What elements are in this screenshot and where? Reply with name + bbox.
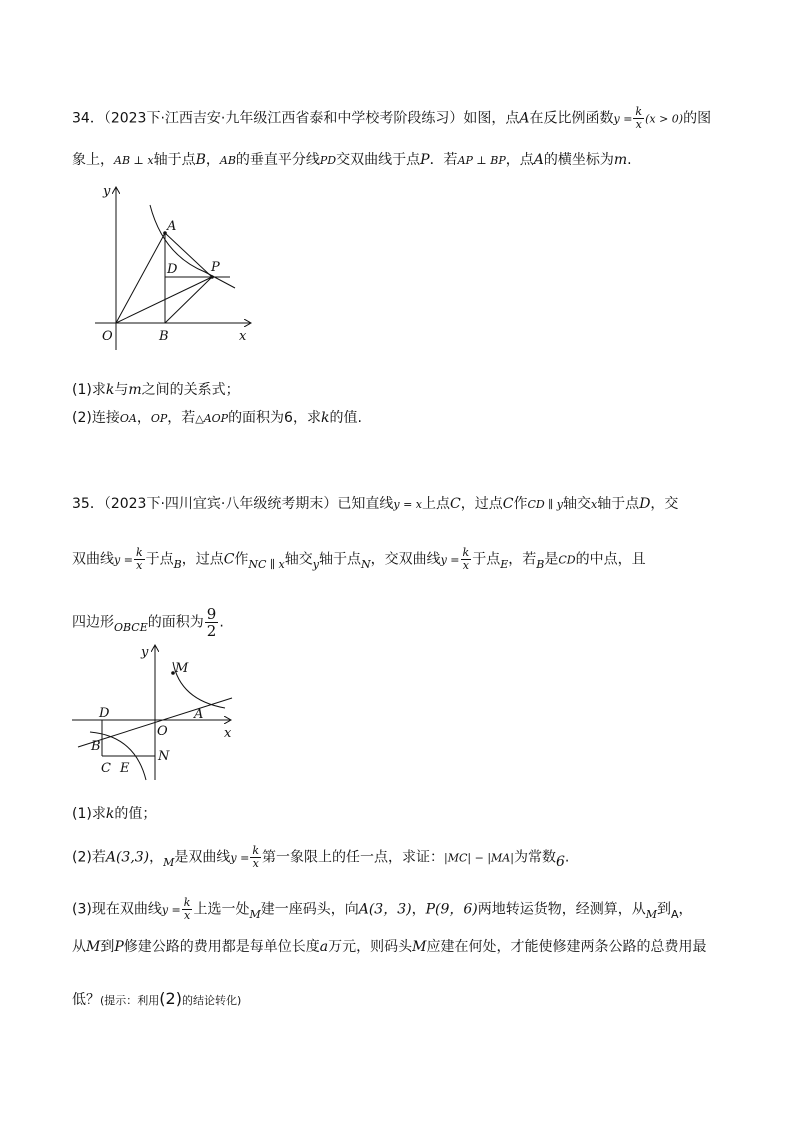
func-y: y = <box>613 112 633 126</box>
label-a: A <box>167 219 177 234</box>
hyperbola-curve <box>150 205 235 288</box>
var-m: m <box>613 152 628 168</box>
var-m: m <box>128 382 142 398</box>
point-p-coord: P(9，6) <box>425 901 478 918</box>
segment-ab: AB <box>219 154 236 167</box>
segment-bp <box>165 277 212 323</box>
q35-text: ， <box>149 849 164 866</box>
label-b: B <box>91 739 101 754</box>
fraction-k-over-x: $\frac{k}{x}$ <box>183 896 191 922</box>
q34-text: . <box>627 152 632 168</box>
segment-cd: CD <box>558 553 576 567</box>
q35-line-3 <box>72 606 224 639</box>
q34-text: ， <box>136 410 151 426</box>
q35-text: 从 <box>72 939 86 955</box>
q35-text: (1)求 <box>72 806 106 822</box>
q35-text: ，交双曲线 <box>370 551 441 568</box>
triangle-aop: △AOP <box>195 412 229 425</box>
q35-text: 于点 <box>472 551 501 568</box>
q35-text: ， <box>678 901 693 918</box>
q35-text: 是 <box>544 551 559 568</box>
point-m: M <box>249 907 261 921</box>
q35-text: 为常数 <box>513 849 556 866</box>
point-d: D <box>639 496 651 512</box>
q35-line-1 <box>72 494 678 515</box>
label-o: O <box>102 329 113 344</box>
q35-text: 轴于点 <box>318 551 361 568</box>
q35-text: 万元，则码头 <box>328 939 413 955</box>
point-b: B <box>195 152 206 168</box>
point-e: E <box>500 557 509 571</box>
cd-parallel-y: CD ∥ y <box>527 498 563 511</box>
q34-text: 的横坐标为 <box>543 152 614 168</box>
point-p: P <box>114 939 124 955</box>
abs-expression: |MC| − |MA| <box>444 851 514 865</box>
q34-text: (2)连接 <box>72 410 120 426</box>
q35-text: ，过点 <box>460 496 503 512</box>
point-c: C <box>223 551 235 568</box>
label-n: N <box>158 749 170 764</box>
var-x: x <box>590 498 598 511</box>
q34-text: 在反比例函数 <box>529 110 614 127</box>
func-y: y = <box>230 851 250 865</box>
line-pd: PD <box>319 154 337 167</box>
label-d: D <box>99 706 110 721</box>
q35-text: 上选一处 <box>193 901 250 918</box>
segment-op-text: OP <box>150 412 168 425</box>
q35-text: 已知直线 <box>337 496 394 512</box>
segment-oa-text: OA <box>119 412 137 425</box>
label-a: A <box>194 707 204 722</box>
q34-number: 34． <box>72 110 104 127</box>
var-k: k <box>105 382 115 398</box>
q35-text: 的中点，且 <box>575 551 646 568</box>
figure-34 <box>95 180 285 355</box>
q35-text: ，过点 <box>181 551 224 568</box>
q34-line-2 <box>72 150 632 171</box>
label-d: D <box>167 262 178 277</box>
q34-text: ， <box>205 152 220 168</box>
domain-condition: (x > 0) <box>645 112 684 126</box>
fraction-k-over-x: $\frac{k}{x}$ <box>635 105 643 131</box>
label-c: C <box>101 761 111 776</box>
q34-text: 如图，点 <box>463 110 520 127</box>
q34-text: (1)求 <box>72 382 106 398</box>
line-y-eq-x: y = x <box>393 498 422 511</box>
q34-text: 与 <box>114 382 129 398</box>
var-k: k <box>320 410 330 426</box>
figure-35 <box>70 642 270 782</box>
point-a: A <box>671 907 679 921</box>
q35-text: 四边形 <box>72 614 114 631</box>
point-p: P <box>420 152 430 168</box>
q34-source: （2023下·江西吉安·九年级江西省泰和中学校考阶段练习） <box>103 110 464 127</box>
q35-text: 到 <box>100 939 115 955</box>
q35-hint-ref: (2) <box>159 989 182 1008</box>
fraction-k-over-x: $\frac{k}{x}$ <box>462 546 470 572</box>
q35-text: . <box>219 614 224 631</box>
ap-perp-bp: AP ⊥ BP <box>457 154 506 167</box>
fraction-k-over-x: $\frac{k}{x}$ <box>252 844 260 870</box>
q35-text: ，交 <box>650 496 679 512</box>
q34-text: 轴于点 <box>153 152 196 168</box>
point-n: N <box>360 557 371 571</box>
var-a: a <box>319 939 329 955</box>
var-k: k <box>105 806 115 822</box>
q35-text: 轴交 <box>284 551 313 568</box>
q35-text: 作 <box>234 551 249 568</box>
q35-text: ， <box>411 901 426 918</box>
segment-oa <box>116 233 165 323</box>
constant-six: 6 <box>555 853 565 870</box>
q35-part-3-line-2 <box>72 937 706 957</box>
q34-text: 的垂直平分线 <box>235 152 320 168</box>
point-a: A <box>533 152 544 168</box>
q34-text: ，若 <box>167 410 196 426</box>
point-p-dot <box>210 275 214 279</box>
func-y: y = <box>440 553 460 567</box>
segment-op <box>116 277 212 323</box>
label-x: x <box>224 726 232 741</box>
fraction-area: $\frac{9}{2}$ <box>206 605 217 640</box>
q35-text: 轴于点 <box>597 496 640 512</box>
q35-text: ，若 <box>508 551 537 568</box>
q35-part-3-line-1 <box>72 897 693 922</box>
q35-text: (3)现在双曲线 <box>72 901 162 918</box>
q35-text: . <box>564 849 570 866</box>
q34-text: 象上， <box>72 152 114 168</box>
point-b: B <box>173 557 182 571</box>
point-a-coord: A(3,3) <box>105 849 150 866</box>
point-m: M <box>86 939 101 955</box>
q35-text: 双曲线 <box>72 551 114 568</box>
var-y: y <box>312 557 319 571</box>
q34-part-1 <box>72 380 240 400</box>
label-y: y <box>141 645 149 660</box>
q34-text: 交双曲线于点 <box>336 152 421 168</box>
quad-obce: OBCE <box>114 620 148 634</box>
label-m: M <box>175 661 189 676</box>
q35-text: 的值； <box>114 806 157 822</box>
q35-text: 低？ <box>72 992 100 1008</box>
point-a-coord: A(3，3) <box>358 901 412 918</box>
q35-part-1 <box>72 804 156 824</box>
label-x: x <box>239 329 247 344</box>
label-o: O <box>157 724 168 739</box>
q35-text: 上点 <box>422 496 450 512</box>
q35-text: 两地转运货物，经测算，从 <box>477 901 646 918</box>
q35-part-3-line-3 <box>72 989 241 1011</box>
q34-text: 的值. <box>329 410 362 426</box>
q35-line-2 <box>72 547 646 572</box>
point-c: C <box>450 496 461 512</box>
q35-number: 35． <box>72 496 104 512</box>
q34-line-1 <box>72 106 711 131</box>
func-y: y = <box>161 903 181 917</box>
point-a: A <box>519 110 530 127</box>
point-m: M <box>645 907 658 921</box>
fraction-k-over-x: $\frac{k}{x}$ <box>135 546 143 572</box>
ab-perp-x: AB ⊥ x <box>114 154 154 167</box>
label-y: y <box>103 184 111 199</box>
q34-text: ，点 <box>505 152 534 168</box>
q35-text: 作 <box>513 496 528 512</box>
q35-text: 建一座码头，向 <box>260 901 359 918</box>
q34-part-2 <box>72 408 362 429</box>
q35-text: 于点 <box>145 551 174 568</box>
point-c: C <box>502 496 514 512</box>
q35-hint: (提示：利用 <box>100 994 160 1007</box>
nc-parallel-x: NC ∥ x <box>248 557 285 571</box>
point-m: M <box>163 855 175 869</box>
q35-text: 到 <box>657 901 672 918</box>
point-m: M <box>412 939 427 955</box>
q35-part-2 <box>72 845 569 870</box>
q35-text: 是双曲线 <box>174 849 231 866</box>
q35-text: (2)若 <box>72 849 106 866</box>
q34-text: 的图 <box>683 110 712 127</box>
q35-text: 应建在何处，才能使修建两条公路的总费用最 <box>426 939 707 955</box>
q34-text: ．若 <box>429 152 458 168</box>
q35-source: （2023下·四川宜宾·八年级统考期末） <box>103 496 338 512</box>
q35-text: 轴交 <box>562 496 591 512</box>
point-b: B <box>536 557 545 571</box>
label-b: B <box>159 329 169 344</box>
q35-text: 修建公路的费用都是每单位长度 <box>123 939 320 955</box>
q35-text: 的面积为 <box>147 614 204 631</box>
q35-hint: 的结论转化) <box>181 994 242 1007</box>
q34-text: 的面积为6，求 <box>228 410 321 426</box>
label-e: E <box>120 761 130 776</box>
q35-text: 第一象限上的任一点，求证： <box>262 849 445 866</box>
label-p: P <box>211 260 220 275</box>
q34-text: 之间的关系式； <box>141 382 240 398</box>
func-y: y = <box>114 553 133 567</box>
